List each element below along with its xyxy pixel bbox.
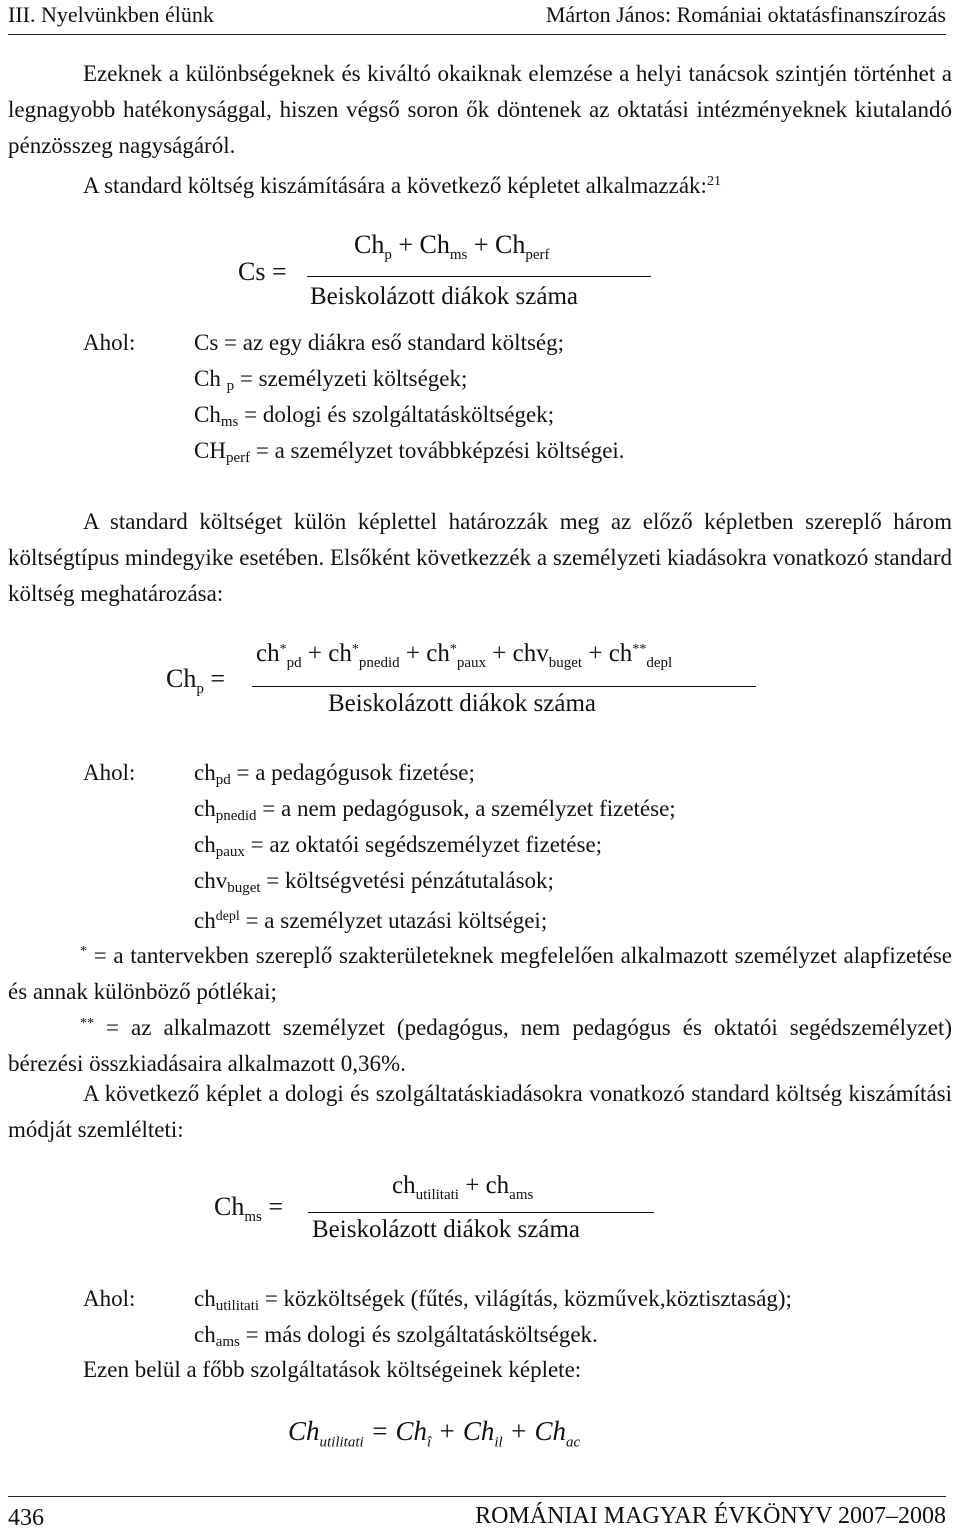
num-b-sub: ms bbox=[449, 247, 468, 264]
num-c: Ch bbox=[495, 230, 526, 259]
lhs-symbol: Ch bbox=[288, 1416, 320, 1446]
formula1-fraction-bar bbox=[307, 276, 651, 277]
subscript: buget bbox=[227, 880, 261, 896]
num-a: Ch bbox=[354, 230, 385, 259]
formula3-lhs bbox=[214, 1192, 283, 1226]
equals: = bbox=[370, 1416, 389, 1446]
term: ch bbox=[608, 640, 633, 667]
lhs-sub: ms bbox=[244, 1209, 262, 1226]
symbol: ch bbox=[194, 760, 216, 785]
term-sub: depl bbox=[646, 655, 673, 671]
where2-item bbox=[194, 864, 554, 905]
formula3-numerator bbox=[392, 1172, 533, 1204]
plus: + bbox=[437, 1416, 457, 1446]
superscript: depl bbox=[215, 909, 240, 924]
term: chv bbox=[512, 640, 549, 667]
note-text: = a tantervekben szereplő szakterületeknek megfelelően alkalmazott személyzet alapfizetése és annak különböző pótlékai; bbox=[8, 943, 952, 1004]
num-a-sub: p bbox=[384, 247, 392, 264]
num-c-sub: perf bbox=[525, 247, 550, 264]
plus: + bbox=[492, 640, 507, 667]
paragraph-1: Ezeknek a különbségeknek és kiváltó okaiknak elemzése a helyi tanácsok szintjén történhet a legnagyobb hatékonysággal, hiszen végső soron ők döntenek az oktatási intézményeknek kiutalandó pénzösszeg nagyságáról. bbox=[8, 61, 952, 158]
paragraph-2-text: A standard költség kiszámítására a következő képletet alkalmazzák: bbox=[83, 173, 707, 198]
plus: + bbox=[307, 640, 322, 667]
term-sub: pd bbox=[286, 655, 302, 671]
formula2-lhs bbox=[166, 664, 225, 698]
where3-label: Ahol: bbox=[83, 1286, 136, 1311]
term-sup: * bbox=[351, 642, 359, 657]
note-mark: * bbox=[80, 944, 87, 959]
header-section-title: III. Nyelvünkben élünk bbox=[8, 2, 214, 27]
where2-item bbox=[194, 900, 547, 938]
term-sub: ac bbox=[565, 1434, 581, 1451]
term-sup: * bbox=[279, 642, 287, 657]
subscript: ams bbox=[215, 1334, 240, 1350]
term-sub: buget bbox=[548, 655, 583, 671]
term: Ch bbox=[395, 1416, 427, 1446]
formula1-lhs-symbol: Cs bbox=[238, 257, 266, 286]
plus: + bbox=[473, 230, 489, 259]
paragraph-5: Ezen belül a főbb szolgáltatások költségeinek képlete: bbox=[83, 1357, 582, 1382]
lhs-symbol: Ch bbox=[214, 1192, 245, 1221]
num-b: Ch bbox=[419, 230, 450, 259]
lhs-sub: utilitati bbox=[319, 1434, 364, 1451]
formula2-denominator: Beiskolázott diákok száma bbox=[328, 690, 596, 717]
footnote-ref: 21 bbox=[706, 174, 721, 189]
term-sub: il bbox=[494, 1434, 503, 1451]
paragraph-2 bbox=[8, 164, 952, 204]
subscript: ms bbox=[220, 414, 239, 430]
symbol: chv bbox=[194, 868, 228, 893]
subscript: pnedid bbox=[215, 808, 257, 824]
plus: + bbox=[405, 640, 421, 667]
formula1-numerator bbox=[354, 230, 550, 264]
subscript: p bbox=[226, 378, 235, 394]
term: ch bbox=[328, 640, 352, 667]
subscript: perf bbox=[225, 450, 251, 466]
symbol: ch bbox=[194, 796, 216, 821]
header-article-title: Márton János: Romániai oktatásfinanszírozás bbox=[545, 2, 946, 27]
term: ch bbox=[256, 640, 280, 667]
formula1-lhs bbox=[238, 257, 287, 287]
definition: = a nem pedagógusok, a személyzet fizetése; bbox=[256, 796, 676, 821]
lhs-symbol: Ch bbox=[166, 664, 197, 693]
plus: + bbox=[398, 230, 414, 259]
plus: + bbox=[509, 1416, 528, 1446]
definition: = a személyzet utazási költségei; bbox=[239, 908, 548, 933]
equals: = bbox=[268, 1192, 284, 1221]
term: ch bbox=[426, 640, 450, 667]
definition: = más dologi és szolgáltatásköltségek. bbox=[239, 1322, 598, 1347]
subscript: pd bbox=[215, 772, 231, 788]
definition: = költségvetési pénzátutalások; bbox=[260, 868, 554, 893]
where1-item bbox=[194, 326, 564, 367]
where2-item bbox=[194, 792, 676, 833]
term: Ch bbox=[534, 1416, 566, 1446]
term: ch bbox=[392, 1172, 416, 1199]
term-sub: pnedid bbox=[358, 655, 400, 671]
definition: = személyzeti költségek; bbox=[234, 366, 468, 391]
formula2-numerator bbox=[256, 640, 672, 672]
term-sup: ** bbox=[632, 642, 647, 657]
plus: + bbox=[588, 640, 603, 667]
term: Ch bbox=[462, 1416, 495, 1446]
paragraph-4: A következő képlet a dologi és szolgáltatáskiadásokra vonatkozó standard költség kiszámítási módját szemlélteti: bbox=[8, 1081, 952, 1142]
symbol: ch bbox=[194, 908, 216, 933]
equals: = bbox=[210, 664, 226, 693]
page-footer bbox=[8, 1496, 946, 1535]
where1-item bbox=[194, 398, 554, 439]
where2-item bbox=[194, 828, 602, 869]
plus: + bbox=[465, 1172, 480, 1199]
note-single-star bbox=[8, 934, 952, 1010]
formula3-denominator: Beiskolázott diákok száma bbox=[312, 1216, 580, 1243]
symbol: CH bbox=[194, 438, 226, 463]
symbol: ch bbox=[194, 1322, 216, 1347]
lhs-sub: p bbox=[196, 681, 204, 698]
symbol: Cs bbox=[194, 330, 219, 355]
definition: = az egy diákra eső standard költség; bbox=[218, 330, 565, 355]
term: ch bbox=[485, 1172, 510, 1199]
term-sup: * bbox=[449, 642, 457, 657]
symbol: Ch bbox=[194, 366, 221, 391]
definition: = dologi és szolgáltatásköltségek; bbox=[238, 402, 555, 427]
where1-label: Ahol: bbox=[83, 330, 136, 355]
formula2-fraction-bar bbox=[252, 686, 756, 687]
term-sub: paux bbox=[456, 655, 487, 671]
definition: = az oktatói segédszemélyzet fizetése; bbox=[244, 832, 603, 857]
page-number: 436 bbox=[8, 1505, 44, 1531]
note-mark: ** bbox=[80, 1016, 94, 1031]
symbol: Ch bbox=[194, 402, 221, 427]
symbol: ch bbox=[194, 832, 216, 857]
where2-item bbox=[194, 756, 475, 797]
term-sub: utilitati bbox=[415, 1187, 459, 1203]
definition: = a pedagógusok fizetése; bbox=[230, 760, 475, 785]
note-text: = az alkalmazott személyzet (pedagógus, nem pedagógus és oktatói segédszemélyzet) bérezési összkiadásaira alkalmazott 0,36%. bbox=[8, 1015, 952, 1076]
where1-item bbox=[194, 434, 625, 475]
term-sub: î bbox=[426, 1434, 432, 1451]
running-header bbox=[8, 0, 946, 35]
formula1-equals: = bbox=[271, 257, 287, 286]
subscript: utilitati bbox=[215, 1298, 260, 1314]
note-double-star bbox=[8, 1006, 952, 1082]
paragraph-3: A standard költséget külön képlettel határozzák meg az előző képletben szereplő három költségtípus mindegyike esetében. Elsőként következzék a személyzeti kiadásokra vonatkozó standard költség meghatározása: bbox=[8, 509, 952, 606]
symbol: ch bbox=[194, 1286, 216, 1311]
definition: = közköltségek (fűtés, világítás, közművek,köztisztaság); bbox=[259, 1286, 792, 1311]
where2-label: Ahol: bbox=[83, 760, 136, 785]
where1-item bbox=[194, 362, 467, 403]
footer-title: ROMÁNIAI MAGYAR ÉVKÖNYV 2007–2008 bbox=[475, 1503, 946, 1529]
term-sub: ams bbox=[509, 1187, 534, 1203]
subscript: paux bbox=[215, 844, 245, 860]
formula3-fraction-bar bbox=[308, 1212, 654, 1213]
formula-utilities bbox=[288, 1416, 580, 1451]
where3-item bbox=[194, 1282, 792, 1323]
definition: = a személyzet továbbképzési költségei. bbox=[250, 438, 625, 463]
formula1-denominator: Beiskolázott diákok száma bbox=[310, 283, 578, 310]
